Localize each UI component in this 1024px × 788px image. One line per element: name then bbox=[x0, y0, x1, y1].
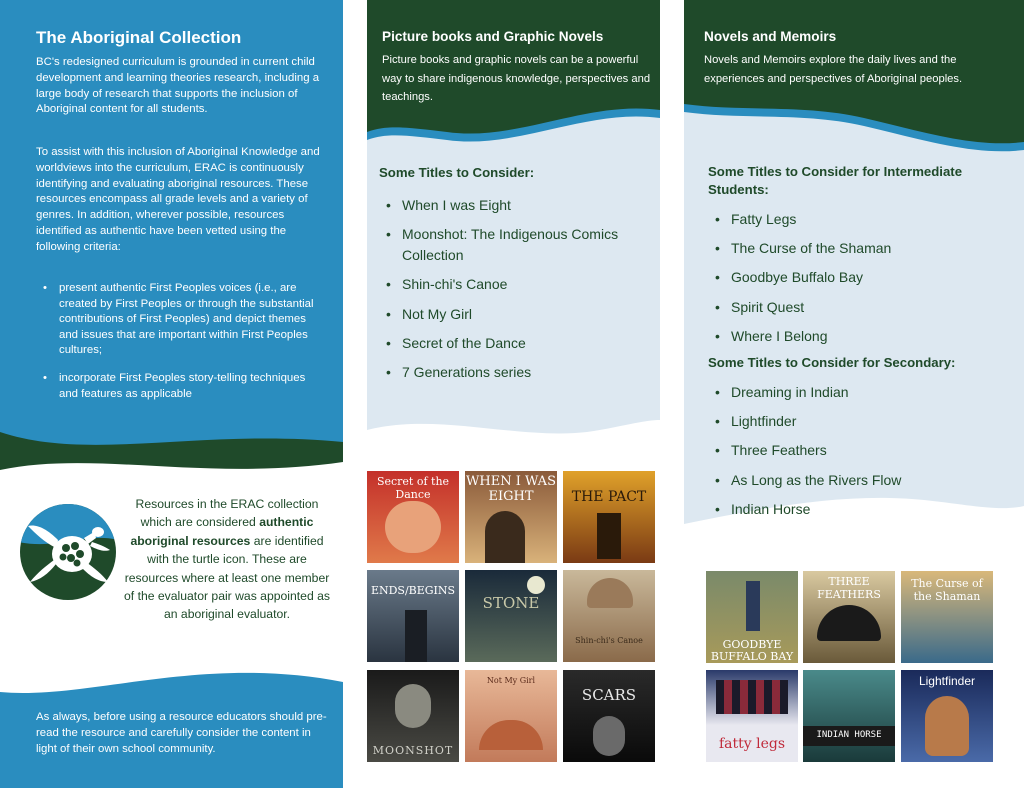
book-cover bbox=[367, 471, 459, 563]
book-cover bbox=[465, 471, 557, 563]
book-cover bbox=[563, 570, 655, 662]
cover-art bbox=[405, 610, 427, 662]
secondary-list bbox=[731, 382, 991, 519]
book-cover-title: fatty legs bbox=[718, 736, 786, 752]
cover-art bbox=[385, 501, 441, 553]
cover-art bbox=[817, 605, 881, 641]
turtle-text-bold: authentic aboriginal resources bbox=[130, 515, 314, 548]
turtle-description bbox=[120, 495, 334, 624]
cover-art bbox=[479, 720, 543, 750]
book-cover-title: Not My Girl bbox=[486, 676, 536, 685]
panel3-title: Novels and Memoirs bbox=[704, 29, 837, 44]
intermediate-list bbox=[731, 209, 991, 346]
book-cover bbox=[563, 471, 655, 563]
book-cover-title: SCARS bbox=[581, 686, 637, 704]
book-cover bbox=[706, 670, 798, 762]
cover-art bbox=[716, 680, 788, 714]
book-cover bbox=[367, 570, 459, 662]
book-cover bbox=[465, 570, 557, 662]
book-cover bbox=[465, 670, 557, 762]
book-cover bbox=[901, 670, 993, 762]
book-cover-title: MOONSHOT bbox=[372, 744, 454, 757]
cover-art bbox=[597, 513, 621, 559]
panel-picture-books bbox=[367, 0, 660, 788]
cover-art bbox=[485, 511, 525, 563]
book-cover bbox=[803, 670, 895, 762]
list-item: • Three Feathers bbox=[731, 440, 991, 460]
cover-art bbox=[746, 581, 760, 631]
list-item: • As Long as the Rivers Flow bbox=[731, 470, 991, 490]
criteria-item: • present authentic First Peoples voices (i.e., are created by First Peoples or through the substantial contributions of First Peoples) and depict themes and issues that are important within First Peoples cultures; bbox=[59, 281, 321, 359]
list-item: • Spirit Quest bbox=[731, 297, 991, 317]
book-cover-title: Secret of the Dance bbox=[376, 475, 450, 501]
cover-art bbox=[925, 696, 969, 756]
list-item: • Not My Girl bbox=[402, 304, 622, 324]
panel1-paragraph-1: BC's redesigned curriculum is grounded in current child development and learning theories research, including a large body of research that supports the inclusion of Aboriginal content for all students. bbox=[36, 56, 320, 116]
list-item: • 7 Generations series bbox=[402, 362, 622, 382]
cover-art bbox=[395, 684, 431, 728]
list-item: • Moonshot: The Indigenous Comics Collection bbox=[402, 224, 622, 265]
book-cover bbox=[367, 670, 459, 762]
panel2-title: Picture books and Graphic Novels bbox=[382, 29, 604, 44]
panel2-list-heading: Some Titles to Consider: bbox=[379, 165, 535, 180]
panel2-intro: Picture books and graphic novels can be a powerful way to share indigenous knowledge, perspectives and teachings. bbox=[382, 54, 651, 103]
book-cover-title: WHEN I WAS EIGHT bbox=[466, 474, 556, 504]
list-item: • Fatty Legs bbox=[731, 209, 991, 229]
book-cover-title: Shin-chi's Canoe bbox=[575, 636, 643, 645]
list-item: • Secret of the Dance bbox=[402, 333, 622, 353]
heading-intermediate: Some Titles to Consider for Intermediate Students: bbox=[708, 164, 963, 197]
turtle-text-after: are identified with the turtle icon. These are resources where at least one member of the evaluator pair was appointed as an aboriginal evaluator. bbox=[124, 533, 330, 622]
panel-aboriginal-collection bbox=[0, 0, 343, 788]
book-cover-title: THE PACT bbox=[571, 489, 647, 505]
list-item: • When I was Eight bbox=[402, 195, 622, 215]
turtle-icon bbox=[18, 502, 118, 602]
book-cover-title: INDIAN HORSE bbox=[816, 730, 882, 740]
book-cover-title: GOODBYE BUFFALO BAY bbox=[710, 638, 794, 663]
list-item: • Where I Belong bbox=[731, 326, 991, 346]
list-item: • Indian Horse bbox=[731, 499, 991, 519]
book-cover-title: Lightfinder bbox=[918, 674, 976, 688]
panel3-intro: Novels and Memoirs explore the daily lives and the experiences and perspectives of Aboriginal peoples. bbox=[704, 54, 963, 85]
panel1-paragraph-2: To assist with this inclusion of Aboriginal Knowledge and worldviews into the curriculum, ERAC is continuously identifying and evaluating aboriginal resources. These resources encompass all grade levels and a variety of genres. In addition, wherever possible, resources identified as authentic have been vetted using the following criteria: bbox=[36, 146, 320, 253]
book-cover bbox=[706, 571, 798, 663]
list-item: • Dreaming in Indian bbox=[731, 382, 991, 402]
book-cover-title: STONE bbox=[482, 594, 540, 612]
panel-novels-memoirs bbox=[684, 0, 1024, 788]
list-item: • The Curse of the Shaman bbox=[731, 238, 991, 258]
book-cover-title: THREE FEATHERS bbox=[817, 575, 881, 601]
panel1-title: The Aboriginal Collection bbox=[36, 28, 242, 47]
list-item: • Lightfinder bbox=[731, 411, 991, 431]
cover-art bbox=[593, 716, 625, 756]
cover-art bbox=[587, 578, 633, 608]
turtle-text-before: Resources in the ERAC collection which are considered bbox=[135, 497, 319, 530]
book-cover bbox=[803, 571, 895, 663]
book-cover bbox=[563, 670, 655, 762]
cover-art bbox=[527, 576, 545, 594]
panel1-footer: As always, before using a resource educators should pre-read the resource and carefully consider the content in light of their own school community. bbox=[36, 711, 327, 755]
list-item: • Goodbye Buffalo Bay bbox=[731, 267, 991, 287]
book-cover-title: ENDS/BEGINS bbox=[370, 584, 456, 597]
heading-secondary: Some Titles to Consider for Secondary: bbox=[708, 355, 956, 370]
criteria-item: • incorporate First Peoples story-telling techniques and features as applicable bbox=[59, 371, 321, 402]
list-item: • Shin-chi's Canoe bbox=[402, 274, 622, 294]
picture-book-list bbox=[402, 195, 622, 383]
book-cover-title: The Curse of the Shaman bbox=[911, 577, 983, 603]
book-cover bbox=[901, 571, 993, 663]
criteria-list bbox=[59, 281, 321, 402]
